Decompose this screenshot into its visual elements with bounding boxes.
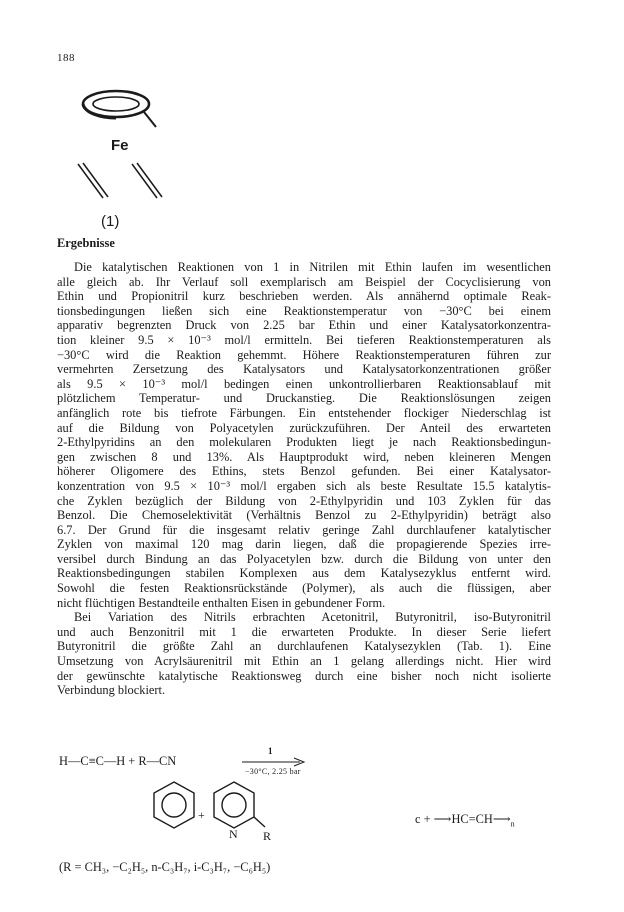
substituent-bond [254, 817, 265, 827]
benzene-ring [154, 782, 194, 828]
reaction-arrow [242, 757, 306, 767]
substituent-definition: (R = CH₃, −C₂H₅, n-C₃H₇, i-C₃H₇, −C₆H₅) [59, 860, 271, 874]
text-line: gen zwischen 8 und 13%. Als Hauptprodukt wird, neben kleineren Mengen [57, 449, 551, 464]
reaction-catalyst: 1 [268, 746, 273, 756]
text-line: Benzol. Die Chemoselektivität (Verhältnis Benzol zu 2-Ethylpyridin) beträgt also [57, 508, 551, 523]
text-line: und auch Benzonitril mit 1 die erwarteten Produkte. In dieser Serie liefert [57, 624, 551, 639]
text-line: Verbindung blockiert. [57, 683, 166, 698]
alkyne-ligand-right-a [132, 164, 157, 198]
text-line: tion kleiner 9.5 × 10⁻³ mol/l ermitteln. Bei tieferen Reaktionstemperaturen als [57, 332, 551, 347]
text-line: versibel durch Bindung an das Polyacetylen bzw. durch die Bildung von unter den [57, 551, 551, 566]
pyridine-nitrogen-label: N [229, 827, 238, 841]
text-line: Ethin und Propionitril kurz beschrieben werden. Als annähernd optimale Reak- [57, 289, 551, 304]
text-line: Umsetzung von Acrylsäurenitril mit Ethin an 1 gelang allerdings nicht. Hier wird [57, 654, 551, 669]
reaction-reactants: H—C≡C—H + R—CN [59, 754, 177, 768]
text-line: Reaktionsbedingungen stabilen Komplexen aus dem Katalysezyklus entfernt wird. [57, 566, 551, 581]
text-line: 6.7. Der Grund für die insgesamt relativ geringe Zahl durchlaufener katalytischer [57, 522, 551, 537]
body-text [57, 260, 551, 698]
text-line: Die katalytischen Reaktionen von 1 in Nitrilen mit Ethin laufen im wesentlichen [74, 260, 551, 274]
text-line: alle gleich ab. Ihr Verlauf soll exemplarisch am Beispiel der Cocyclisierung von [57, 274, 551, 289]
text-line: als 9.5 × 10⁻³ mol/l bedingen einen unkontrollierbaren Reaktionsablauf mit [57, 376, 551, 391]
text-line: plötzlichem Temperatur- und Druckanstieg. Die Reaktionslösungen zeigen [57, 391, 551, 406]
iron-complex-structure [60, 80, 200, 215]
alkyne-ligand-right-b [137, 163, 162, 197]
text-line: auf die Bildung von Polyacetylen zurückzuführen. Der Anteil des erwarteten [57, 420, 551, 435]
page-number: 188 [57, 52, 75, 64]
text-line: vermehrten Zersetzung des Katalysators und Katalysatorkonzentrationen größer [57, 362, 551, 377]
text-line: tionsbedingungen ließen sich eine Reaktionstemperatur von −30°C bei einem [57, 303, 551, 318]
text-line: konzentration von 9.5 × 10⁻³ mol/l ergaben sich als beste Resultate 15.5 katalytis- [57, 478, 551, 493]
text-line: höherer Oligomere des Ethins, stets Benzol gefunden. Bei einer Katalysator- [57, 464, 551, 479]
substituent-label: R [263, 829, 272, 843]
products-tail-text: c + ⟶HC=CH⟶ [415, 812, 511, 826]
alkyne-ligand-left-a [78, 164, 103, 198]
text-line: apparativ begrenzten Druck von 2.25 bar Ethin und einer Katalysatorkonzentra- [57, 318, 551, 333]
methyl-bond [144, 112, 156, 127]
product-plus: + [198, 808, 205, 822]
reaction-products-tail: $c + ⟶HC=CH⟶_n$ [415, 812, 515, 829]
text-line: nicht flüchtigen Bestandteile enthalten Eisen in gebundener Form. [57, 595, 386, 610]
section-heading: Ergebnisse [57, 236, 115, 250]
text-line: Butyronitril die größte Zahl an durchlaufenen Katalysezyklen (Tab. 1). Eine [57, 639, 551, 654]
text-line: Zyklen von maximal 120 mag darin liegen, daß die propagierende Spezies irre- [57, 537, 551, 552]
pyridine-ring [214, 782, 254, 828]
text-line: der gewünschte katalytische Reaktionsweg durch eine bisher noch nicht isolierte [57, 668, 551, 683]
text-line: −30°C wird die Reaktion gehemmt. Höhere Reaktionstemperaturen führen zur [57, 347, 551, 362]
product-rings [140, 776, 280, 850]
text-line: 2-Ethylpyridins an den molekularen Produkten liegt je nach Reaktionsbedingun- [57, 435, 551, 450]
text-line: anfänglich rote bis tiefrote Färbungen. Ein entstehender flockiger Niederschlag ist [57, 405, 551, 420]
text-line: Sowohl die festen Reaktionsrückstände (Polymer), als auch die flüssigen, aber [57, 581, 551, 596]
compound-label: (1) [101, 213, 120, 230]
reaction-conditions: −30°C, 2.25 bar [245, 767, 301, 776]
iron-atom-label: Fe [111, 137, 129, 154]
text-line: Bei Variation des Nitrils erbrachten Acetonitril, Butyronitril, iso-Butyronitril [74, 610, 551, 625]
text-line: che Zyklen bezüglich der Bildung von 2-Ethylpyridin und 103 Zyklen für das [57, 493, 551, 508]
alkyne-ligand-left-b [83, 163, 108, 197]
